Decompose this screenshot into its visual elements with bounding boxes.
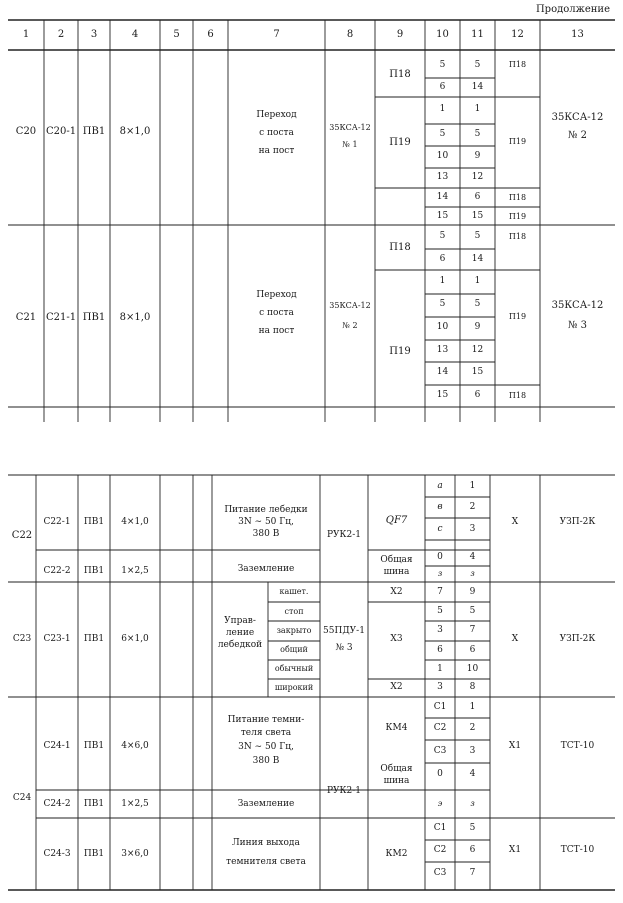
c20-r3-a: 1 <box>439 104 446 114</box>
c24-from: РУК2-1 <box>326 786 362 796</box>
c23-from-line2: № 3 <box>335 643 353 653</box>
c20-purpose-line2: с поста <box>259 128 294 138</box>
col-header-10: 10 <box>436 29 449 40</box>
c20-sub: С20-1 <box>45 126 77 137</box>
c21-r4-b: 5 <box>474 299 481 309</box>
c23-p6-b: 8 <box>469 682 476 692</box>
c20-wire: ПВ1 <box>82 126 106 137</box>
c22-dev-bus-line1: Общая <box>380 555 413 565</box>
c23-dev-x2-bot: Х2 <box>390 682 403 692</box>
c23-cmd-6: широкий <box>274 683 314 692</box>
c21-purpose-line2: с поста <box>259 308 294 318</box>
c23-dev-x3: Х3 <box>390 634 403 644</box>
c24-2-sub: С24-2 <box>43 799 71 809</box>
c24-dest1: Х1 <box>508 741 522 751</box>
c23-cmd-1: кашет. <box>279 587 309 596</box>
c20-id: С20 <box>15 126 37 137</box>
c21-r4-a: 5 <box>439 299 446 309</box>
c20-r4-dest: П19 <box>508 137 527 146</box>
c21-r3-a: 1 <box>439 276 446 286</box>
c21-r3-b: 1 <box>474 276 481 286</box>
c24-p2-b: 2 <box>469 723 476 733</box>
col-header-5: 5 <box>173 29 180 40</box>
c23-p1-b: 9 <box>469 587 476 597</box>
c24-1-purpose-line2: теля света <box>240 728 292 738</box>
c24-dest3: Х1 <box>508 845 522 855</box>
c20-r6-a: 13 <box>436 172 449 182</box>
c24-q1-b: 5 <box>469 823 476 833</box>
c22-dev-bus-line2: шина <box>383 567 410 577</box>
c20-block-p18: П18 <box>389 69 411 80</box>
c24-dev-bus-line1: Общая <box>380 764 413 774</box>
c23-cmd-4: общий <box>280 645 308 654</box>
c23-cmd-5: обычный <box>274 664 314 673</box>
c20-r1-b: 5 <box>474 60 481 70</box>
col-header-2: 2 <box>57 29 65 40</box>
c20-r7-dest: П18 <box>508 193 527 202</box>
c21-r7-a: 14 <box>436 367 449 377</box>
c21-r1-b: 5 <box>474 231 481 241</box>
c24-q3-b: 7 <box>469 868 476 878</box>
c23-to: УЗП-2К <box>559 634 596 644</box>
c22-p4-b: 4 <box>469 552 476 562</box>
c23-dest: Х <box>511 634 519 644</box>
c23-p3-a: 3 <box>437 625 443 635</box>
c24-3-purpose-line2: темнителя света <box>226 857 306 867</box>
c22-from: РУК2-1 <box>326 530 362 540</box>
c24-3-wire: ПВ1 <box>83 849 105 859</box>
c24-q1-a: С1 <box>433 823 447 833</box>
c24-p3-b: 3 <box>469 746 476 756</box>
c21-from-line1: 35КСА-12 <box>329 301 371 310</box>
continuation-label: Продолжение <box>535 4 610 15</box>
c24-p5-b: з <box>470 799 475 808</box>
c24-3-purpose-line1: Линия выхода <box>232 838 300 848</box>
c21-to-line1: 35КСА-12 <box>551 300 604 311</box>
c20-r4-a: 5 <box>439 129 446 139</box>
c24-p4-a: 0 <box>437 769 443 779</box>
c22-2-sub: С22-2 <box>43 566 71 576</box>
c23-p1-a: 7 <box>437 587 443 597</box>
c21-r1-dest: П18 <box>508 232 527 241</box>
c23-cmd-2: стоп <box>284 607 304 616</box>
c23-dev-x2-top: Х2 <box>390 587 403 597</box>
c23-p4-b: 6 <box>469 645 476 655</box>
c21-block-p19: П19 <box>389 346 411 357</box>
c24-1-sub: С24-1 <box>43 741 71 751</box>
c24-3-sub: С24-3 <box>43 849 71 859</box>
c24-3-section: 3×6,0 <box>121 849 149 859</box>
c24-dev-bus-line2: шина <box>383 776 410 786</box>
c21-sub: С21-1 <box>45 312 77 323</box>
c22-2-section: 1×2,5 <box>121 566 149 576</box>
c24-2-purpose: Заземление <box>237 799 295 809</box>
c20-purpose-line3: на пост <box>258 146 295 156</box>
c23-cmd-3: закрыто <box>276 626 312 635</box>
c24-2-wire: ПВ1 <box>83 799 105 809</box>
c21-to-line2: № 3 <box>567 320 587 331</box>
c21-r8-a: 15 <box>436 390 449 400</box>
c22-p3-a: с <box>437 524 443 534</box>
c23-sub: С23-1 <box>43 634 71 644</box>
c21-purpose-line3: на пост <box>258 326 295 336</box>
c23-purpose-line1: Управ- <box>224 616 256 626</box>
c23-id: С23 <box>12 634 32 644</box>
c22-p5-a: з <box>437 569 443 578</box>
c21-r6-b: 12 <box>471 345 484 355</box>
col-header-6: 6 <box>207 29 214 40</box>
c24-p2-a: С2 <box>433 723 447 733</box>
c20-section: 8×1,0 <box>119 126 151 137</box>
c22-2-purpose: Заземление <box>237 564 295 574</box>
col-header-4: 4 <box>131 29 139 40</box>
c21-r5-a: 10 <box>436 322 449 332</box>
c23-purpose-line3: лебедкой <box>217 640 263 650</box>
c24-1-wire: ПВ1 <box>83 741 105 751</box>
c20-r8-b: 15 <box>471 211 484 221</box>
c20-r4-b: 5 <box>474 129 481 139</box>
c24-p4-b: 4 <box>469 769 476 779</box>
c20-to-line1: 35КСА-12 <box>551 112 604 123</box>
c22-1-purpose-line3: 380 В <box>252 529 280 539</box>
c22-p3-b: 3 <box>469 524 476 534</box>
c24-p5-a: э <box>437 799 443 808</box>
c24-p1-a: С1 <box>433 702 447 712</box>
c24-to1: ТСТ-10 <box>560 741 595 751</box>
c20-r5-b: 9 <box>474 151 481 161</box>
c20-r7-b: 6 <box>474 192 481 202</box>
c23-p4-a: 6 <box>437 645 443 655</box>
c20-r3-b: 1 <box>474 104 481 114</box>
c24-q2-b: 6 <box>469 845 476 855</box>
c21-r6-a: 13 <box>436 345 449 355</box>
c20-from-line1: 35КСА-12 <box>329 123 371 132</box>
c20-from-line2: № 1 <box>342 140 358 149</box>
c23-p6-a: 3 <box>437 682 443 692</box>
c24-1-purpose-line4: 380 В <box>252 756 280 766</box>
c23-purpose-line2: ление <box>225 628 255 638</box>
col-header-1: 1 <box>22 29 30 40</box>
c20-r7-a: 14 <box>436 192 449 202</box>
col-header-8: 8 <box>346 29 354 40</box>
c21-wire: ПВ1 <box>82 312 106 323</box>
c23-p2-b: 5 <box>469 606 476 616</box>
c22-p2-b: 2 <box>469 502 476 512</box>
col-header-7: 7 <box>273 29 280 40</box>
c21-r4-dest: П19 <box>508 312 527 321</box>
c22-p1-b: 1 <box>469 481 476 491</box>
c24-1-purpose-line1: Питание темни- <box>227 715 305 725</box>
col-header-9: 9 <box>396 29 404 40</box>
c23-p3-b: 7 <box>469 625 476 635</box>
c24-q2-a: С2 <box>433 845 447 855</box>
c20-r6-b: 12 <box>471 172 484 182</box>
c20-r1-a: 5 <box>439 60 446 70</box>
c20-r2-a: 6 <box>439 82 446 92</box>
col-header-13: 13 <box>571 29 584 40</box>
col-header-11: 11 <box>471 29 484 40</box>
col-header-12: 12 <box>511 29 524 40</box>
c22-id: С22 <box>11 530 33 541</box>
c24-p1-b: 1 <box>469 702 476 712</box>
c24-q3-a: С3 <box>433 868 447 878</box>
c24-id: С24 <box>12 793 32 803</box>
c23-wire: ПВ1 <box>83 634 105 644</box>
c23-from-line1: 55ПДУ-1 <box>323 626 365 636</box>
c23-p2-a: 5 <box>437 606 443 616</box>
c22-p5-b: з <box>470 569 475 578</box>
c24-2-section: 1×2,5 <box>121 799 149 809</box>
c21-r1-a: 5 <box>439 231 446 241</box>
c21-section: 8×1,0 <box>119 312 151 323</box>
c22-dest: Х <box>511 517 519 527</box>
c24-p3-a: С3 <box>433 746 447 756</box>
c22-p1-a: а <box>437 481 443 491</box>
c20-r1-dest: П18 <box>508 60 527 69</box>
c20-r5-a: 10 <box>436 151 449 161</box>
c20-to-line2: № 2 <box>567 130 587 141</box>
c21-r8-dest: П18 <box>508 391 527 400</box>
c20-r8-dest: П19 <box>508 212 527 221</box>
c22-1-wire: ПВ1 <box>83 517 105 527</box>
c23-section: 6×1,0 <box>121 634 149 644</box>
c23-p5-b: 10 <box>466 664 479 674</box>
c23-p5-a: 1 <box>437 664 443 674</box>
c21-r2-b: 14 <box>471 254 484 264</box>
c21-r2-a: 6 <box>439 254 446 264</box>
c24-dev-km4: КМ4 <box>385 723 408 733</box>
c21-id: С21 <box>15 312 37 323</box>
c22-dev-qf7: QF7 <box>385 515 408 526</box>
c24-to3: ТСТ-10 <box>560 845 595 855</box>
c22-1-section: 4×1,0 <box>121 517 149 527</box>
c21-purpose-line1: Переход <box>256 290 297 300</box>
c24-dev-km2: КМ2 <box>385 849 408 859</box>
c22-1-purpose-line2: 3N ∼ 50 Гц, <box>238 517 294 527</box>
c21-from-line2: № 2 <box>342 321 358 330</box>
c21-r5-b: 9 <box>474 322 481 332</box>
c24-1-section: 4×6,0 <box>121 741 149 751</box>
c22-p2-a: в <box>437 502 443 512</box>
c22-2-wire: ПВ1 <box>83 566 105 576</box>
c22-to: УЗП-2К <box>559 517 596 527</box>
c21-r8-b: 6 <box>474 390 481 400</box>
c21-r7-b: 15 <box>471 367 484 377</box>
col-header-3: 3 <box>90 29 98 40</box>
c22-p4-a: 0 <box>437 552 443 562</box>
c24-1-purpose-line3: 3N ∼ 50 Гц, <box>238 742 294 752</box>
c20-purpose-line1: Переход <box>256 110 297 120</box>
c20-block-p19: П19 <box>389 137 411 148</box>
c22-1-sub: С22-1 <box>43 517 71 527</box>
c21-block-p18: П18 <box>389 242 411 253</box>
c20-r2-b: 14 <box>471 82 484 92</box>
c22-1-purpose-line1: Питание лебедки <box>224 505 308 515</box>
c20-r8-a: 15 <box>436 211 449 221</box>
